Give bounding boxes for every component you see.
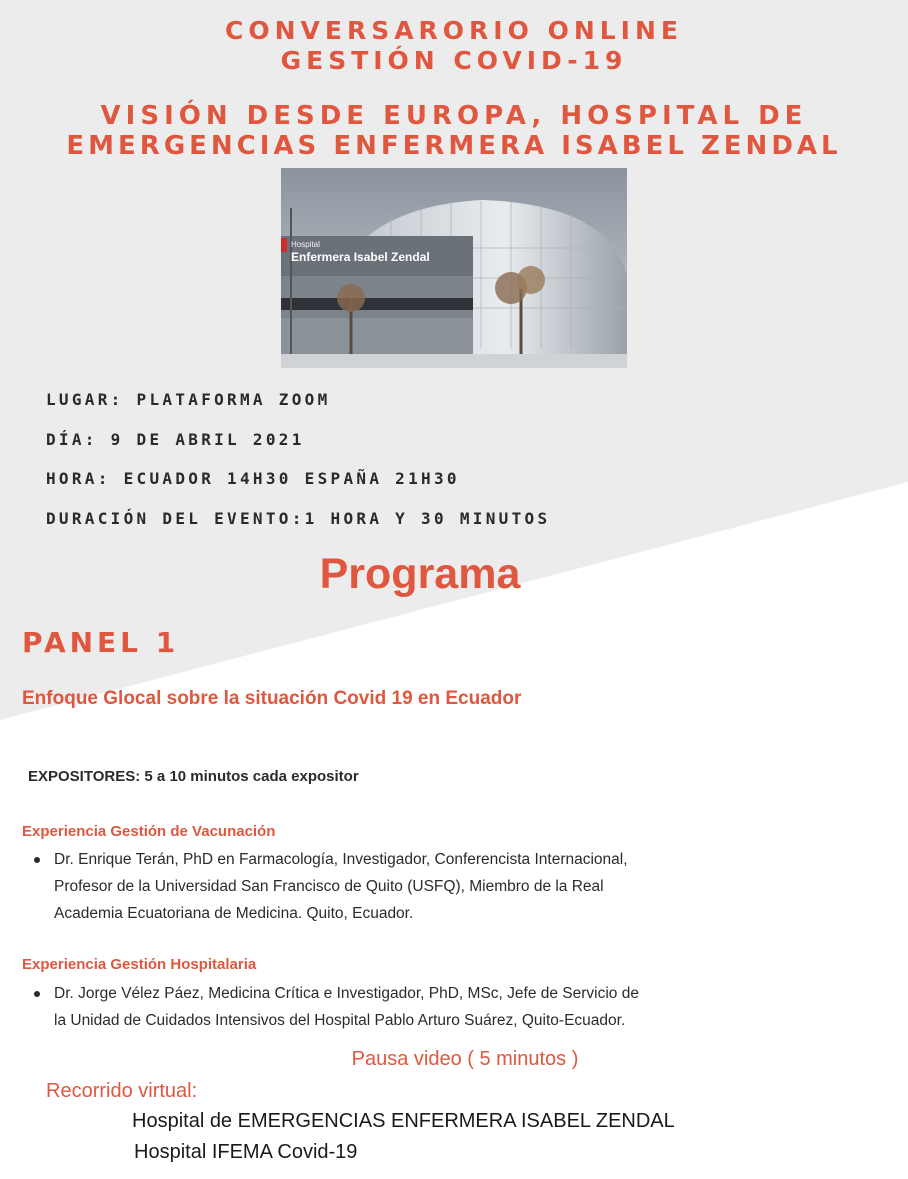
sign-small-text: Hospital bbox=[291, 240, 320, 249]
header-line-3: VISIÓN DESDE EUROPA, HOSPITAL DE bbox=[100, 101, 808, 131]
hospital-photo bbox=[281, 168, 627, 368]
header-line-4: EMERGENCIAS ENFERMERA ISABEL ZENDAL bbox=[66, 131, 842, 161]
panel-title: PANEL 1 bbox=[22, 626, 180, 659]
header-line-2: GESTIÓN COVID-19 bbox=[280, 46, 628, 75]
programa-title: Programa bbox=[319, 550, 521, 598]
info-dia: DÍA: 9 DE ABRIL 2021 bbox=[46, 430, 305, 449]
recorrido-label: Recorrido virtual: bbox=[46, 1080, 198, 1102]
info-hora: HORA: ECUADOR 14H30 ESPAÑA 21H30 bbox=[46, 469, 460, 488]
info-duracion: DURACIÓN DEL EVENTO:1 HORA Y 30 MINUTOS bbox=[46, 509, 551, 528]
list-item-speaker-1 bbox=[34, 846, 864, 927]
expositores-note: EXPOSITORES: 5 a 10 minutos cada expositor bbox=[28, 768, 359, 785]
info-lugar: LUGAR: PLATAFORMA ZOOM bbox=[46, 390, 331, 409]
sign-large-text: Enfermera Isabel Zendal bbox=[291, 250, 430, 264]
speaker-2-line-1: Dr. Jorge Vélez Páez, Medicina Crítica e Investigador, PhD, MSc, Jefe de Servicio de bbox=[54, 985, 639, 1002]
header-line-1: CONVERSARORIO ONLINE bbox=[225, 16, 683, 45]
section-title-hospitalaria: Experiencia Gestión Hospitalaria bbox=[22, 956, 257, 973]
panel-subtitle: Enfoque Glocal sobre la situación Covid 19 en Ecuador bbox=[22, 688, 522, 709]
hospital-illustration bbox=[281, 168, 627, 368]
speaker-1-line-1: Dr. Enrique Terán, PhD en Farmacología, Investigador, Conferencista Internacional, bbox=[54, 851, 628, 868]
section-title-vacunacion: Experiencia Gestión de Vacunación bbox=[22, 823, 276, 840]
recorrido-hospital-2: Hospital IFEMA Covid-19 bbox=[134, 1141, 358, 1163]
speaker-1-line-2: Profesor de la Universidad San Francisco de Quito (USFQ), Miembro de la Real bbox=[54, 878, 604, 895]
speaker-2-line-2: la Unidad de Cuidados Intensivos del Hospital Pablo Arturo Suárez, Quito-Ecuador. bbox=[54, 1012, 626, 1029]
bullet-icon bbox=[34, 857, 40, 863]
recorrido-hospital-1: Hospital de EMERGENCIAS ENFERMERA ISABEL ZENDAL bbox=[132, 1110, 675, 1132]
list-item-speaker-2 bbox=[34, 980, 864, 1034]
pausa-video: Pausa video ( 5 minutos ) bbox=[351, 1048, 579, 1070]
bullet-icon bbox=[34, 991, 40, 997]
speaker-1-line-3: Academia Ecuatoriana de Medicina. Quito, Ecuador. bbox=[54, 905, 414, 922]
